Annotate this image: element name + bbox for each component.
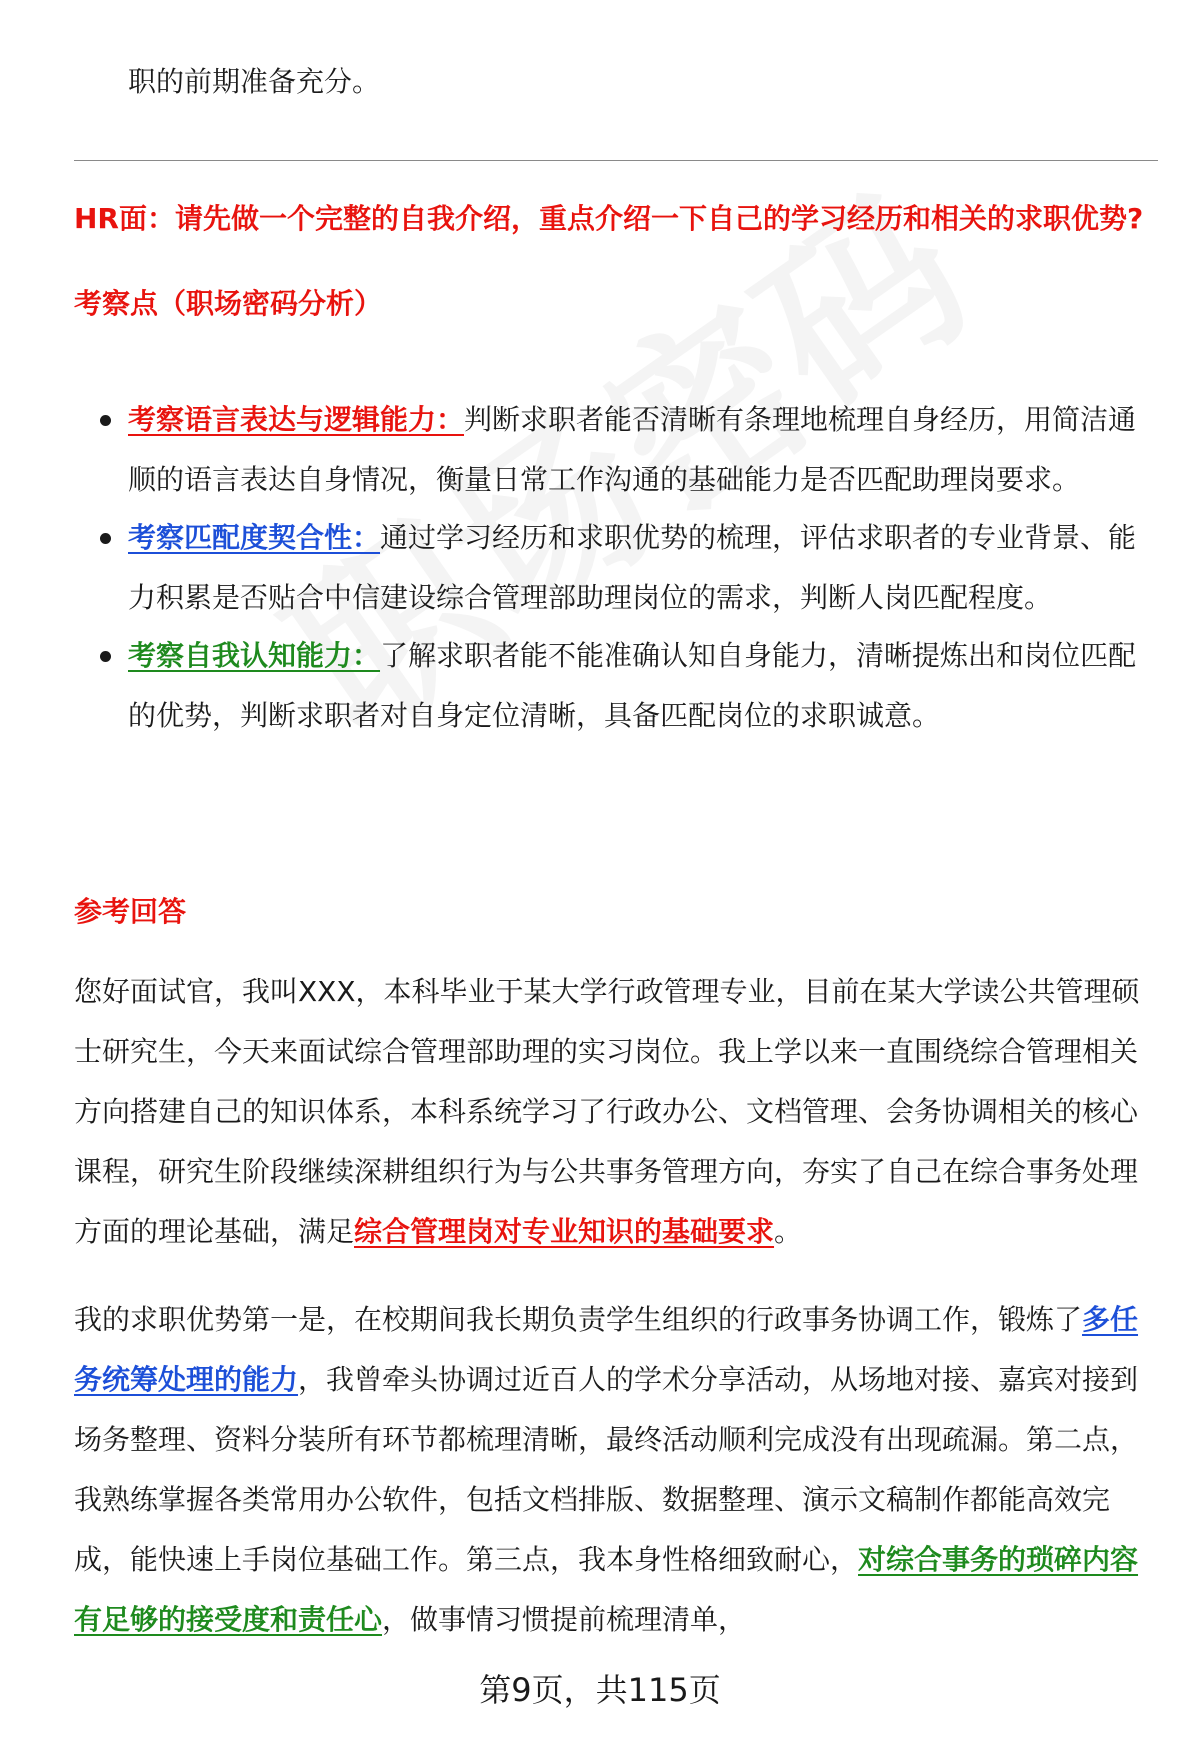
answer-paragraph-1 [74,962,1158,1262]
bullet-icon [100,415,111,426]
answer-text: 您好面试官，我叫XXX，本科毕业于某大学行政管理专业，目前在某大学读公共管理硕士研究生，今天来面试综合管理部助理的实习岗位。我上学以来一直围绕综合管理相关方向搭建自己的知识体系，本科系统学习了行政办公、文档管理、会务协调相关的核心课程，研究生阶段继续深耕组织行为与公共事务管理方向，夯实了自己在综合事务处理方面的理论基础，满足 [74,975,1140,1248]
point-text: 了解求职者能不能准确认知自身能力，清晰提炼出和岗位匹配的优势，判断求职者对自身定位清晰，具备匹配岗位的求职诚意。 [128,639,1137,732]
analysis-points-list [74,390,1158,744]
carry-over-text: 职的前期准备充分。 [128,65,381,98]
interview-question: HR面：请先做一个完整的自我介绍，重点介绍一下自己的学习经历和相关的求职优势? [74,202,1144,235]
section-divider [74,160,1158,161]
answer-text: 我的求职优势第一是，在校期间我长期负责学生组织的行政事务协调工作，锻炼了 [74,1303,1083,1336]
point-label: 考察匹配度契合性： [128,521,381,554]
answer-highlight: 综合管理岗对专业知识的基础要求 [354,1215,775,1248]
page-number: 第9页，共115页 [479,1671,721,1709]
answer-text-tail: 。 [774,1215,803,1248]
answer-paragraph-2 [74,1290,1158,1650]
analysis-heading: 考察点（职场密码分析） [74,287,383,320]
point-label: 考察自我认知能力： [128,639,381,672]
analysis-point [74,626,1158,746]
bullet-icon [100,651,111,662]
point-label: 考察语言表达与逻辑能力： [128,403,465,436]
answer-highlight: 多任务统筹处理的能力 [74,1303,1139,1396]
analysis-point [74,390,1158,510]
point-text: 判断求职者能否清晰有条理地梳理自身经历，用简洁通顺的语言表达自身情况，衡量日常工作沟通的基础能力是否匹配助理岗要求。 [128,403,1137,496]
analysis-point [74,508,1158,628]
point-text: 通过学习经历和求职优势的梳理，评估求职者的专业背景、能力积累是否贴合中信建设综合管理部助理岗位的需求，判断人岗匹配程度。 [128,521,1137,614]
answer-heading: 参考回答 [74,895,187,928]
answer-text: ，我曾牵头协调过近百人的学术分享活动，从场地对接、嘉宾对接到场务整理、资料分装所有环节都梳理清晰，最终活动顺利完成没有出现疏漏。第二点，我熟练掌握各类常用办公软件，包括文档排版、数据整理、演示文稿制作都能高效完成，能快速上手岗位基础工作。第三点，我本身性格细致耐心， [74,1363,1139,1576]
answer-text: ，做事情习惯提前梳理清单， [382,1603,747,1636]
bullet-icon [100,533,111,544]
answer-highlight: 对综合事务的琐碎内容有足够的接受度和责任心 [74,1543,1139,1636]
